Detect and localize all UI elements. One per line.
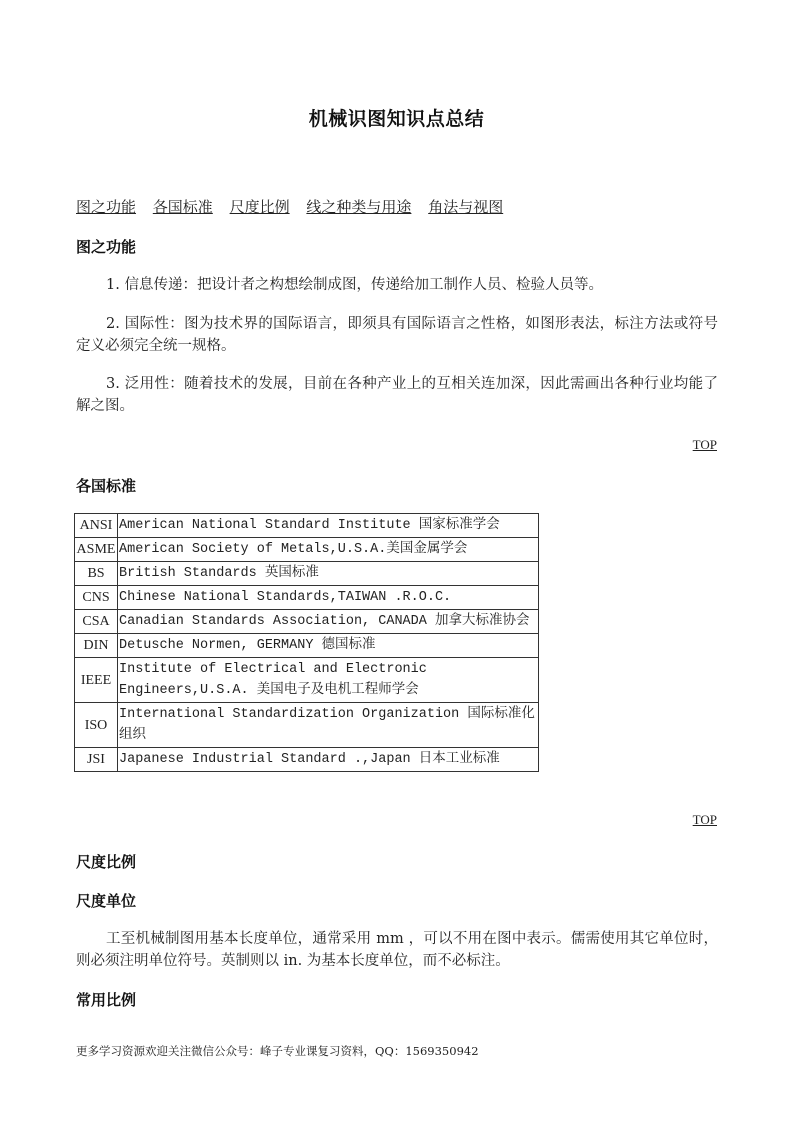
function-item-3: 3. 泛用性：随着技术的发展，目前在各种产业上的互相关连加深，因此需画出各种行业均能了解之图。 xyxy=(76,376,718,414)
standard-desc: American National Standard Institute 国家标准学会 xyxy=(118,514,539,538)
nav-link-line-types[interactable]: 线之种类与用途 xyxy=(306,198,412,216)
table-row xyxy=(75,538,539,562)
page-title: 机械识图知识点总结 xyxy=(308,108,485,130)
table-row xyxy=(75,514,539,538)
standard-abbr: ISO xyxy=(75,703,118,748)
table-row xyxy=(75,634,539,658)
standards-table xyxy=(74,513,539,772)
standard-abbr: ANSI xyxy=(75,514,118,538)
table-row xyxy=(75,703,539,748)
standard-desc: American Society of Metals,U.S.A.美国金属学会 xyxy=(118,538,539,562)
standard-abbr: CNS xyxy=(75,586,118,610)
scale-unit-paragraph: 工至机械制图用基本长度单位，通常采用 mm ，可以不用在图中表示。儒需使用其它单位时，则必须注明单位符号。英制则以 in. 为基本长度单位，而不必标注。 xyxy=(76,931,718,969)
standard-abbr: BS xyxy=(75,562,118,586)
standard-abbr: CSA xyxy=(75,610,118,634)
standard-abbr: ASME xyxy=(75,538,118,562)
nav-link-function[interactable]: 图之功能 xyxy=(76,198,137,216)
table-row xyxy=(75,562,539,586)
nav-link-standards[interactable]: 各国标准 xyxy=(152,198,213,216)
function-item-1: 1. 信息传递：把设计者之构想绘制成图，传递给加工制作人员、检验人员等。 xyxy=(106,277,603,293)
standard-desc: Japanese Industrial Standard .,Japan 日本工业标准 xyxy=(118,748,539,772)
section-nav xyxy=(76,196,515,217)
standard-abbr: IEEE xyxy=(75,658,118,703)
page-footer: 更多学习资源欢迎关注微信公众号：峰子专业课复习资料，QQ：1569350942 xyxy=(76,1044,479,1058)
section-heading-scale-unit: 尺度单位 xyxy=(76,892,137,910)
table-row xyxy=(75,586,539,610)
function-item-2: 2. 国际性：图为技术界的国际语言，即须具有国际语言之性格，如图形表法，标注方法或符号定义必须完全统一规格。 xyxy=(76,316,718,354)
section-heading-scale: 尺度比例 xyxy=(76,853,137,871)
top-link[interactable]: TOP xyxy=(692,812,717,827)
table-row xyxy=(75,658,539,703)
standard-desc: International Standardization Organization 国际标准化组织 xyxy=(118,703,539,748)
nav-link-scale[interactable]: 尺度比例 xyxy=(229,198,290,216)
section-heading-function: 图之功能 xyxy=(76,238,137,256)
section-heading-common-scale: 常用比例 xyxy=(76,991,137,1009)
standard-desc: Canadian Standards Association, CANADA 加拿大标准协会 xyxy=(118,610,539,634)
table-row xyxy=(75,610,539,634)
section-heading-standards: 各国标准 xyxy=(76,477,137,495)
table-row xyxy=(75,748,539,772)
standard-desc: Detusche Normen, GERMANY 德国标准 xyxy=(118,634,539,658)
standard-desc: Chinese National Standards,TAIWAN .R.O.C. xyxy=(118,586,539,610)
nav-link-projection-views[interactable]: 角法与视图 xyxy=(428,198,504,216)
top-link[interactable]: TOP xyxy=(692,437,717,452)
standard-abbr: DIN xyxy=(75,634,118,658)
standard-abbr: JSI xyxy=(75,748,118,772)
standard-desc: British Standards 英国标准 xyxy=(118,562,539,586)
standard-desc: Institute of Electrical and Electronic Engineers,U.S.A. 美国电子及电机工程师学会 xyxy=(118,658,539,703)
